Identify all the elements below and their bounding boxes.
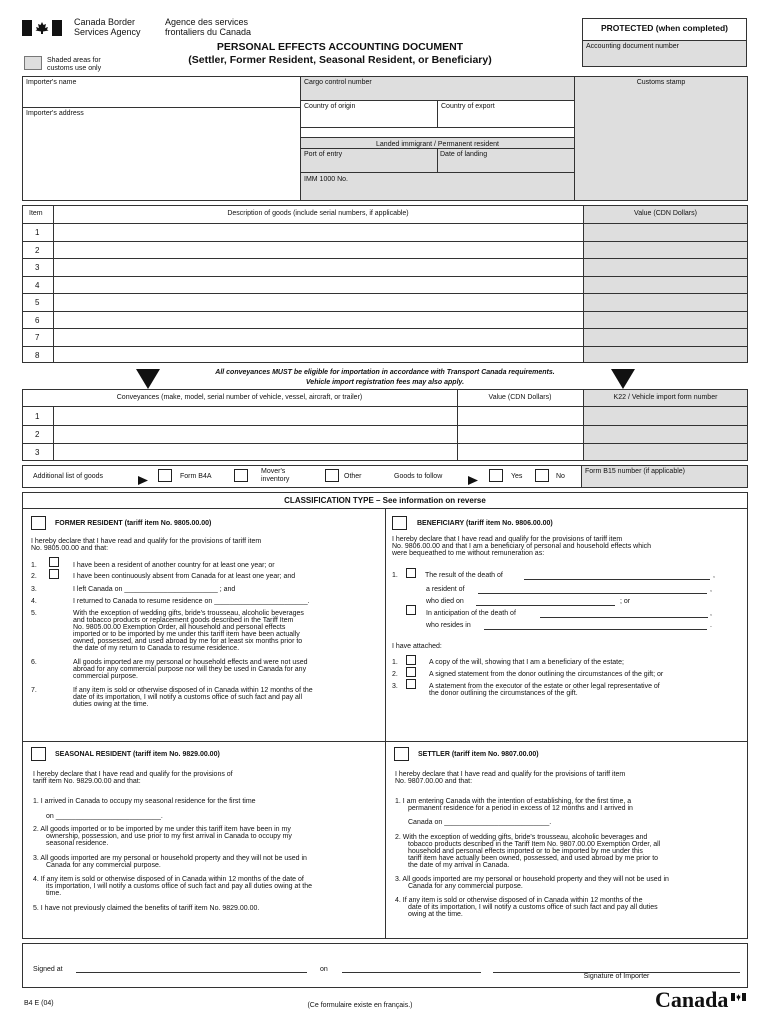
who-resides-line[interactable] [484,629,707,630]
form-b15-field: Form B15 number (if applicable) [581,465,748,488]
protected-label: PROTECTED (when completed) [600,23,729,33]
movers-inventory-checkbox[interactable] [234,469,248,482]
table-row[interactable]: 6 [35,316,40,325]
agency-name-fr-1: Agence des services [165,17,249,27]
col-description: Description of goods (include serial numbers, if applicable) [227,210,409,217]
former-resident-1-checkbox[interactable] [49,557,59,567]
canada-wordmark: Canada [655,987,729,1012]
will-copy-checkbox[interactable] [406,655,416,665]
form-title: PERSONAL EFFECTS ACCOUNTING DOCUMENT [216,41,464,53]
cargo-control-field: Cargo control number [300,76,575,101]
col-conveyance: Conveyances (make, model, serial number of vehicle, vessel, aircraft, or trailer) [116,394,363,401]
port-of-entry-label: Port of entry [304,151,343,158]
table-row[interactable]: 4 [35,281,40,290]
former-resident-checkbox[interactable] [31,516,46,530]
goods-follow-yes-checkbox[interactable] [489,469,503,482]
conveyance-note: All conveyances MUST be eligible for importation in accordance with Transport Canada requirements. [215,369,555,376]
table-row[interactable]: 1 [35,412,40,421]
classification-title: CLASSIFICATION TYPE – See information on reverse [284,496,486,505]
beneficiary-checkbox[interactable] [392,516,407,530]
settler-checkbox[interactable] [394,747,409,761]
table-row[interactable]: 5 [35,298,40,307]
seasonal-resident-checkbox[interactable] [31,747,46,761]
death-of-checkbox[interactable] [406,568,416,578]
date-of-landing-label: Date of landing [440,151,488,158]
executor-statement-checkbox[interactable] [406,679,416,689]
resident-of-line[interactable] [478,593,707,594]
country-of-export-field[interactable]: Country of export [437,100,575,128]
seasonal-resident-title: SEASONAL RESIDENT (tariff item No. 9829.00.00) [55,751,220,758]
conveyance-fees-note: Vehicle import registration fees may also apply. [305,379,465,386]
table-row[interactable]: 2 [35,246,40,255]
anticipation-checkbox[interactable] [406,605,416,615]
former-resident-title: FORMER RESIDENT (tariff item No. 9805.00.00) [55,520,212,527]
shaded-legend-box [24,56,42,70]
arrow-right-icon [138,472,148,490]
agency-name-en-2: Services Agency [74,27,141,37]
table-row[interactable]: 7 [35,333,40,342]
col-k22: K22 / Vehicle import form number [613,394,718,401]
agency-name-fr-2: frontaliers du Canada [165,27,252,37]
agency-name-en-1: Canada Border [74,17,136,27]
imm-1000-label: IMM 1000 No. [304,176,348,183]
beneficiary-title: BENEFICIARY (tariff item No. 9806.00.00) [417,520,553,527]
table-row[interactable]: 3 [35,448,40,457]
col-conveyance-value: Value (CDN Dollars) [488,394,552,401]
signed-at-line[interactable] [76,972,307,973]
other-checkbox[interactable] [325,469,339,482]
form-b4a-checkbox[interactable] [158,469,172,482]
former-resident-2-checkbox[interactable] [49,569,59,579]
additional-list-label: Additional list of goods [33,473,104,480]
who-died-on-line[interactable] [476,605,615,606]
anticipation-line[interactable] [540,617,708,618]
signed-on-line[interactable] [342,972,481,973]
arrow-right-icon [468,472,478,490]
settler-title: SETTLER (tariff item No. 9807.00.00) [418,751,539,758]
importer-address-field[interactable]: Importer's address [22,107,301,201]
canada-flag-icon [22,20,62,36]
col-item: Item [29,210,43,217]
table-row[interactable]: 1 [35,228,40,237]
table-row[interactable]: 3 [35,263,40,272]
form-number: B4 E (04) [24,1000,54,1007]
importer-name-field[interactable]: Importer's name [22,76,301,108]
death-of-line[interactable] [524,579,710,580]
customs-stamp-area: Customs stamp [574,76,748,201]
french-note: (Ce formulaire existe en français.) [307,1002,413,1009]
donor-statement-checkbox[interactable] [406,667,416,677]
country-of-origin-field[interactable]: Country of origin [300,100,438,128]
landed-immigrant-box: Landed immigrant / Permanent resident [300,137,575,201]
goods-follow-no-checkbox[interactable] [535,469,549,482]
accounting-doc-number-field[interactable]: Accounting document number [582,40,747,67]
form-subtitle: (Settler, Former Resident, Seasonal Resident, or Beneficiary) [188,54,492,66]
col-value: Value (CDN Dollars) [634,210,697,217]
signature-section [22,943,748,988]
table-row[interactable]: 2 [35,430,40,439]
table-row[interactable]: 8 [35,351,40,360]
wordmark-flag-icon [731,988,746,1006]
